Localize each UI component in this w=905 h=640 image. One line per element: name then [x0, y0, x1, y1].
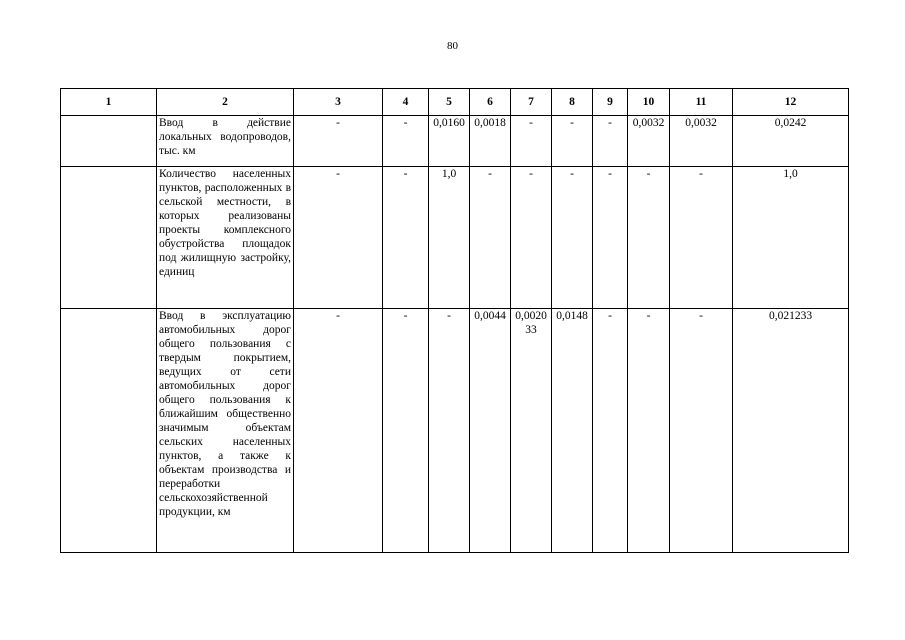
- value-cell: 0,0032: [628, 116, 670, 167]
- value-cell: 0,0044: [470, 309, 511, 553]
- value-cell: -: [552, 167, 593, 309]
- value-cell: 0,0148: [552, 309, 593, 553]
- column-header: 3: [294, 89, 383, 116]
- column-header: 8: [552, 89, 593, 116]
- value-cell: 0,0018: [470, 116, 511, 167]
- column-header: 7: [511, 89, 552, 116]
- value-cell: -: [383, 309, 429, 553]
- value-cell: 0,0242: [733, 116, 849, 167]
- value-cell: 0,021233: [733, 309, 849, 553]
- column-header: 5: [429, 89, 470, 116]
- column-header: 11: [670, 89, 733, 116]
- value-cell: 0,0032: [670, 116, 733, 167]
- value-cell: -: [294, 309, 383, 553]
- value-cell: -: [429, 309, 470, 553]
- column-header: 6: [470, 89, 511, 116]
- indicator-name-cell: Ввод в эксплуатацию автомобильных дорог общего пользования с твердым покрытием, ведущих от сети автомобильных дорог общего пользования к ближайшим общественно значимым объектам сельских населенных пунктов, а также к объектам производства и переработки сельскохозяйственной продукции, км: [157, 309, 294, 553]
- table-row: [61, 167, 849, 309]
- value-cell: -: [511, 116, 552, 167]
- value-cell: -: [294, 116, 383, 167]
- column-header: 10: [628, 89, 670, 116]
- value-cell: -: [383, 116, 429, 167]
- header-row: [61, 89, 849, 116]
- value-cell: -: [670, 309, 733, 553]
- value-cell: 0,0160: [429, 116, 470, 167]
- value-cell: -: [670, 167, 733, 309]
- value-cell: -: [628, 309, 670, 553]
- value-cell: -: [470, 167, 511, 309]
- data-table: [60, 88, 849, 553]
- table-row: [61, 309, 849, 553]
- value-cell: -: [552, 116, 593, 167]
- column-header: 12: [733, 89, 849, 116]
- column-header: 1: [61, 89, 157, 116]
- value-cell: -: [511, 167, 552, 309]
- value-cell: -: [593, 116, 628, 167]
- table-row: [61, 116, 849, 167]
- value-cell: 0,002033: [511, 309, 552, 553]
- column-header: 2: [157, 89, 294, 116]
- column-header: 4: [383, 89, 429, 116]
- row-index-cell: [61, 309, 157, 553]
- value-cell: -: [593, 167, 628, 309]
- value-cell: -: [628, 167, 670, 309]
- indicator-name-cell: Ввод в действие локальных водопроводов, тыс. км: [157, 116, 294, 167]
- row-index-cell: [61, 116, 157, 167]
- indicator-name-cell: Количество населенных пунктов, расположенных в сельской местности, в которых реализованы проекты комплексного обустройства площадок под жилищную застройку, единиц: [157, 167, 294, 309]
- value-cell: 1,0: [733, 167, 849, 309]
- value-cell: -: [383, 167, 429, 309]
- value-cell: -: [593, 309, 628, 553]
- row-index-cell: [61, 167, 157, 309]
- column-header: 9: [593, 89, 628, 116]
- page-number: 80: [447, 40, 458, 52]
- value-cell: -: [294, 167, 383, 309]
- value-cell: 1,0: [429, 167, 470, 309]
